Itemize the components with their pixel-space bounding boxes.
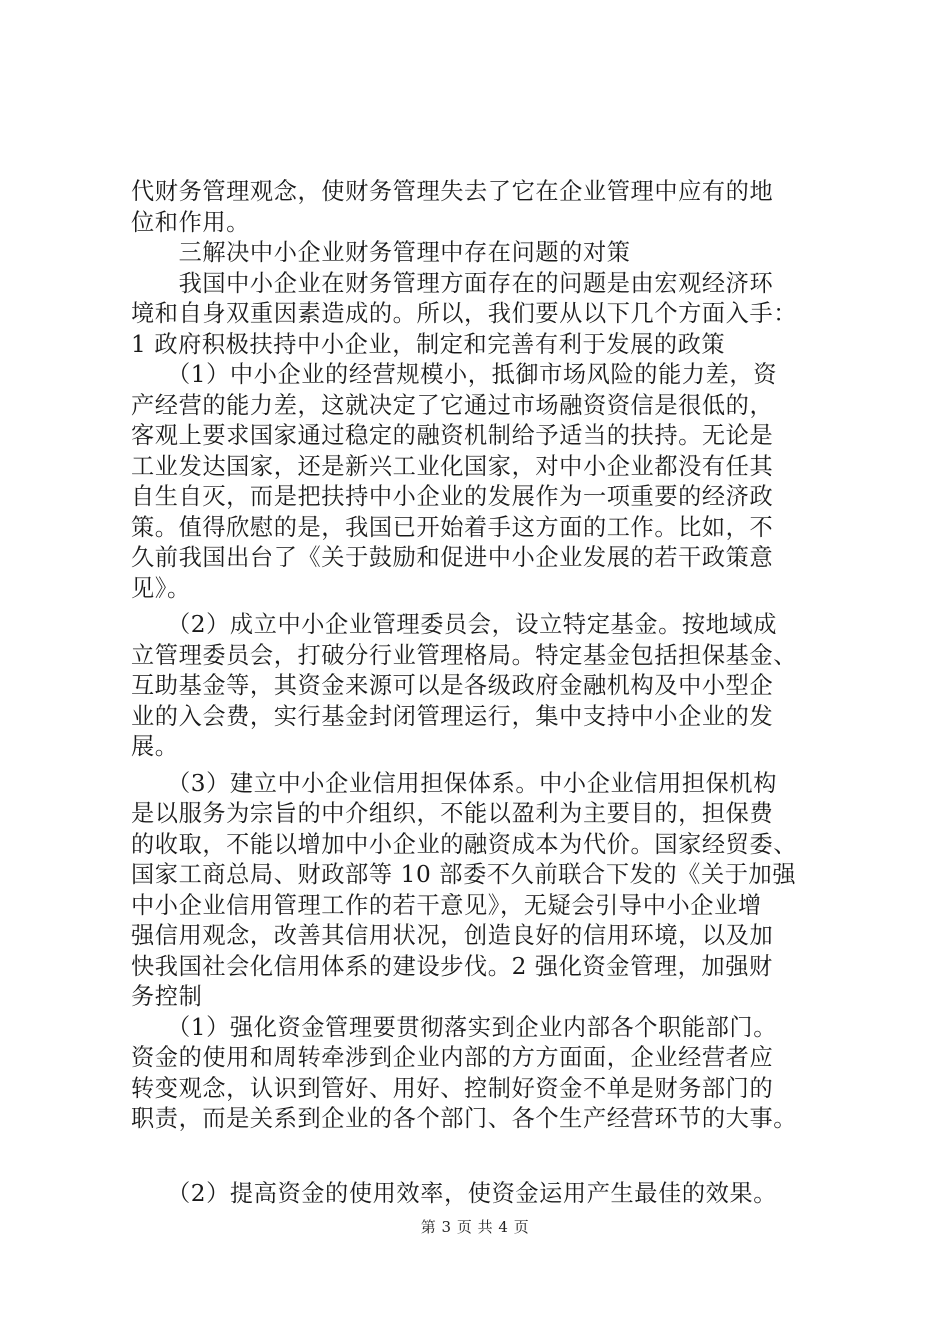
text-line: 境和自身双重因素造成的。所以，我们要从以下几个方面入手： <box>131 300 798 327</box>
text-line: 务控制 <box>131 983 203 1010</box>
text-line: 快我国社会化信用体系的建设步伐。2 强化资金管理，加强财 <box>131 952 773 980</box>
text-line: 客观上要求国家通过稳定的融资机制给予适当的扶持。无论是 <box>131 422 774 449</box>
text-line: （2）成立中小企业管理委员会，设立特定基金。按地域成 <box>131 611 778 638</box>
text-line: （2）提高资金的使用效率，使资金运用产生最佳的效果。 <box>131 1179 778 1207</box>
text-line: 资金的使用和周转牵涉到企业内部的方方面面，企业经营者应 <box>131 1044 774 1071</box>
text-line: 工业发达国家，还是新兴工业化国家，对中小企业都没有任其 <box>131 452 774 480</box>
text-line: 是以服务为宗旨的中介组织，不能以盈利为主要目的，担保费 <box>131 800 774 827</box>
section-heading: 三解决中小企业财务管理中存在问题的对策 <box>131 239 631 266</box>
text-line: 位和作用。 <box>131 208 250 236</box>
page-number-footer: 第 3 页 共 4 页 <box>420 1218 530 1236</box>
text-line: 强信用观念，改善其信用状况，创造良好的信用环境，以及加 <box>131 922 774 949</box>
text-line: （1）中小企业的经营规模小，抵御市场风险的能力差，资 <box>131 361 778 388</box>
text-line: 业的入会费，实行基金封闭管理运行，集中支持中小企业的发 <box>131 702 774 730</box>
text-line: 展。 <box>131 733 179 760</box>
text-line: 互助基金等，其资金来源可以是各级政府金融机构及中小型企 <box>131 672 774 699</box>
text-line: 见》。 <box>131 574 191 602</box>
text-line: 久前我国出台了《关于鼓励和促进中小企业发展的若干政策意 <box>131 544 774 571</box>
text-line: 中小企业信用管理工作的若干意见》，无疑会引导中小企业增 <box>131 891 762 919</box>
text-line: 策。值得欣慰的是，我国已开始着手这方面的工作。比如，不 <box>131 513 774 541</box>
text-line: 国家工商总局、财政部等 10 部委不久前联合下发的《关于加强 <box>131 861 797 888</box>
text-line: 转变观念，认识到管好、用好、控制好资金不单是财务部门的 <box>131 1074 774 1102</box>
text-line: 的收取，不能以增加中小企业的融资成本为代价。国家经贸委、 <box>131 830 798 858</box>
text-line: 我国中小企业在财务管理方面存在的问题是由宏观经济环 <box>131 269 774 297</box>
document-body <box>131 177 831 1209</box>
text-line: 自生自灭，而是把扶持中小企业的发展作为一项重要的经济政 <box>131 483 774 510</box>
text-line: （1）强化资金管理要贯彻落实到企业内部各个职能部门。 <box>131 1013 778 1041</box>
text-line: （3）建立中小企业信用担保体系。中小企业信用担保机构 <box>131 769 778 797</box>
subsection-heading: 1 政府积极扶持中小企业，制定和完善有利于发展的政策 <box>131 330 726 358</box>
text-line: 产经营的能力差，这就决定了它通过市场融资资信是很低的， <box>131 391 774 419</box>
text-line: 职责，而是关系到企业的各个部门、各个生产经营环节的大事。 <box>131 1105 798 1132</box>
text-line: 代财务管理观念，使财务管理失去了它在企业管理中应有的地 <box>131 178 774 205</box>
text-line: 立管理委员会，打破分行业管理格局。特定基金包括担保基金、 <box>131 641 798 669</box>
